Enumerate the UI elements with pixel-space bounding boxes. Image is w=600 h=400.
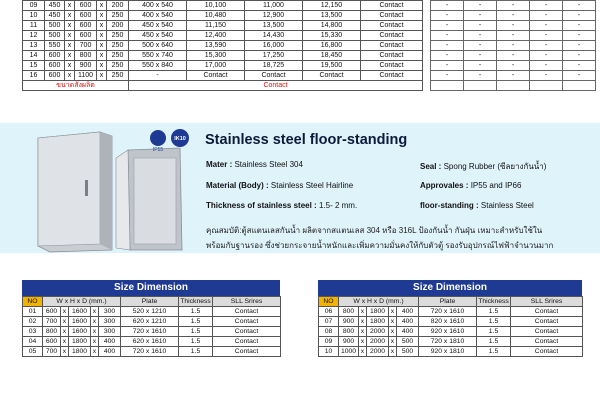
dash-cell: - (431, 31, 464, 41)
dash-cell: - (431, 61, 464, 71)
row-price-2: 14,430 (245, 31, 303, 41)
row-no: 05 (23, 347, 43, 357)
dash-cell: - (563, 21, 596, 31)
dash-cell (530, 81, 563, 91)
times-sign: x (91, 307, 99, 317)
row-depth: 400 (397, 317, 419, 327)
spec-approvals-value: IP55 and IP66 (470, 181, 522, 190)
row-price-1: 17,000 (187, 61, 245, 71)
dash-cell: - (497, 41, 530, 51)
times-sign: x (65, 41, 75, 51)
row-plate: 820 x 1610 (419, 317, 477, 327)
times-sign: x (91, 327, 99, 337)
row-no: 07 (319, 317, 339, 327)
row-width: 450 (45, 1, 65, 11)
row-depth: 400 (99, 347, 121, 357)
row-plate: 550 x 740 (129, 51, 187, 61)
row-price-4: Contact (361, 71, 423, 81)
times-sign: x (91, 347, 99, 357)
times-sign: x (97, 31, 107, 41)
dash-cell: - (563, 11, 596, 21)
row-price-3: 12,150 (303, 1, 361, 11)
row-depth: 250 (107, 71, 129, 81)
row-width: 800 (339, 327, 359, 337)
row-height: 600 (75, 11, 97, 21)
row-no: 04 (23, 337, 43, 347)
times-sign: x (61, 327, 69, 337)
row-height: 1800 (367, 317, 389, 327)
row-sll: Contact (511, 307, 583, 317)
times-sign: x (91, 317, 99, 327)
row-depth: 250 (107, 31, 129, 41)
row-width: 900 (339, 337, 359, 347)
table-row (431, 1, 596, 11)
row-sll: Contact (511, 317, 583, 327)
row-price-3: 13,500 (303, 11, 361, 21)
row-price-4: Contact (361, 21, 423, 31)
times-sign: x (61, 307, 69, 317)
row-plate: 500 x 640 (129, 41, 187, 51)
made-to-order-value: Contact (129, 81, 423, 91)
times-sign: x (65, 21, 75, 31)
row-thickness: 1.5 (477, 347, 511, 357)
times-sign: x (97, 21, 107, 31)
row-no: 13 (23, 41, 45, 51)
row-depth: 500 (397, 337, 419, 347)
row-price-2: Contact (245, 71, 303, 81)
times-sign: x (389, 307, 397, 317)
spec-material (206, 181, 353, 190)
spec-floor (420, 201, 534, 210)
row-price-3: 19,500 (303, 61, 361, 71)
row-plate: - (129, 71, 187, 81)
row-height: 1800 (69, 347, 91, 357)
row-no: 10 (23, 11, 45, 21)
times-sign: x (97, 51, 107, 61)
table-row (23, 317, 281, 327)
table-row (23, 307, 281, 317)
spec-seal (420, 160, 546, 173)
size-dimension-right (318, 280, 582, 357)
dash-cell: - (464, 1, 497, 11)
row-no: 09 (319, 337, 339, 347)
spec-mater-label: Mater : (206, 160, 233, 169)
row-depth: 250 (107, 51, 129, 61)
row-price-2: 11,000 (245, 1, 303, 11)
table-row (431, 21, 596, 31)
table-row (23, 327, 281, 337)
dash-cell: - (431, 1, 464, 11)
row-height: 1800 (367, 307, 389, 317)
dash-cell: - (464, 51, 497, 61)
row-width: 500 (45, 31, 65, 41)
row-width: 600 (45, 51, 65, 61)
table-row (23, 21, 423, 31)
row-price-1: 10,480 (187, 11, 245, 21)
row-price-2: 13,500 (245, 21, 303, 31)
row-sll: Contact (511, 337, 583, 347)
dash-cell: - (431, 41, 464, 51)
row-price-1: 15,300 (187, 51, 245, 61)
row-plate: 720 x 1610 (419, 307, 477, 317)
made-to-order-label: ขนาดสั่งผลิต (23, 81, 129, 91)
times-sign: x (97, 11, 107, 21)
row-plate: 400 x 540 (129, 11, 187, 21)
table-row (23, 1, 423, 11)
times-sign: x (97, 1, 107, 11)
row-width: 1000 (339, 347, 359, 357)
spec-floor-label: floor-standing : (420, 201, 479, 210)
row-plate: 450 x 540 (129, 31, 187, 41)
row-depth: 200 (107, 1, 129, 11)
col-whd: W x H x D (mm.) (43, 297, 121, 307)
dash-cell: - (464, 41, 497, 51)
dash-cell: - (497, 71, 530, 81)
dash-cell: - (497, 1, 530, 11)
row-width: 550 (45, 41, 65, 51)
dash-cell: - (431, 51, 464, 61)
dash-cell: - (530, 61, 563, 71)
row-sll: Contact (213, 347, 281, 357)
col-no: NO (23, 297, 43, 307)
col-thickness: Thickness (180, 297, 211, 305)
times-sign: x (389, 337, 397, 347)
dash-cell: - (530, 31, 563, 41)
row-price-1: Contact (187, 71, 245, 81)
row-plate: 720 x 1810 (419, 337, 477, 347)
row-plate: 720 x 1610 (121, 327, 179, 337)
times-sign: x (91, 337, 99, 347)
row-width: 700 (43, 317, 61, 327)
dash-cell: - (497, 21, 530, 31)
cabinet-illustration (30, 128, 195, 253)
row-width: 600 (45, 61, 65, 71)
row-height: 1100 (75, 71, 97, 81)
row-price-3: Contact (303, 71, 361, 81)
col-whd: W x H x D (mm.) (339, 297, 419, 307)
row-plate: 720 x 1610 (121, 347, 179, 357)
spec-material-value: Stainless Steel Hairline (270, 181, 354, 190)
row-sll: Contact (213, 307, 281, 317)
row-no: 16 (23, 71, 45, 81)
row-plate: 450 x 540 (129, 21, 187, 31)
table-row (431, 51, 596, 61)
spec-seal-value: Spong Rubber (ซีลยางกันน้ำ) (443, 162, 547, 171)
row-plate: 400 x 540 (129, 1, 187, 11)
row-depth: 400 (397, 307, 419, 317)
row-price-4: Contact (361, 31, 423, 41)
row-depth: 300 (99, 307, 121, 317)
row-sll: Contact (213, 337, 281, 347)
dash-cell: - (563, 41, 596, 51)
dash-cell: - (563, 61, 596, 71)
row-no: 11 (23, 21, 45, 31)
dash-cell: - (563, 1, 596, 11)
row-price-2: 17,250 (245, 51, 303, 61)
col-sll: SLL Srires (511, 297, 583, 307)
row-no: 02 (23, 317, 43, 327)
row-depth: 300 (99, 317, 121, 327)
table-row (23, 61, 423, 71)
row-thickness: 1.5 (477, 327, 511, 337)
row-height: 600 (75, 31, 97, 41)
dash-cell: - (497, 11, 530, 21)
row-plate: 520 x 1210 (121, 307, 179, 317)
price-table (22, 0, 423, 91)
row-height: 1600 (69, 317, 91, 327)
table-row (23, 51, 423, 61)
row-plate: 920 x 1810 (419, 347, 477, 357)
spec-approvals (420, 181, 521, 190)
row-price-3: 18,450 (303, 51, 361, 61)
row-price-1: 10,100 (187, 1, 245, 11)
table-row (431, 41, 596, 51)
times-sign: x (61, 337, 69, 347)
row-depth: 300 (99, 327, 121, 337)
row-price-1: 13,590 (187, 41, 245, 51)
row-width: 700 (43, 347, 61, 357)
row-price-2: 12,900 (245, 11, 303, 21)
dash-cell (563, 81, 596, 91)
row-price-4: Contact (361, 11, 423, 21)
size-dimension-right-title: Size Dimension (318, 280, 582, 296)
col-sll: SLL Srires (213, 297, 281, 307)
row-height: 2000 (367, 347, 389, 357)
row-price-3: 14,800 (303, 21, 361, 31)
table-row (23, 347, 281, 357)
row-width: 450 (45, 11, 65, 21)
table-row (319, 327, 583, 337)
times-sign: x (65, 61, 75, 71)
dash-cell: - (497, 31, 530, 41)
dash-cell: - (464, 31, 497, 41)
row-price-2: 18,725 (245, 61, 303, 71)
times-sign: x (97, 61, 107, 71)
row-price-1: 12,400 (187, 31, 245, 41)
row-width: 800 (43, 327, 61, 337)
row-sll: Contact (511, 327, 583, 337)
row-height: 1600 (69, 307, 91, 317)
row-price-4: Contact (361, 51, 423, 61)
dash-cell: - (530, 41, 563, 51)
col-thickness: Thickness (478, 297, 509, 305)
times-sign: x (389, 347, 397, 357)
row-thickness: 1.5 (179, 327, 213, 337)
times-sign: x (65, 1, 75, 11)
table-row (319, 307, 583, 317)
row-height: 600 (75, 1, 97, 11)
table-row (23, 11, 423, 21)
times-sign: x (359, 337, 367, 347)
product-description-line1: คุณสมบัติ:ตู้สแตนเลสกันน้ำ ผลิตจากสแตนเลส 304 หรือ 316L ป้องกันน้ำ กันฝุ่น เหมาะสำหรับใช้ใน (206, 226, 543, 235)
row-height: 900 (75, 61, 97, 71)
row-depth: 250 (107, 61, 129, 71)
ip55-badge-icon (150, 130, 166, 146)
table-row (23, 71, 423, 81)
row-no: 08 (319, 327, 339, 337)
row-depth: 250 (107, 11, 129, 21)
row-no: 01 (23, 307, 43, 317)
table-row (23, 31, 423, 41)
product-description-line2: พร้อมกับฐานรอง ซึ่งช่วยกระจายน้ำหนักและเพิ่มความมั่นคงให้กับตัวตู้ รองรับอุปกรณ์ไฟฟ้าจำนวนมาก (206, 241, 554, 250)
spec-approvals-label: Approvales : (420, 181, 469, 190)
table-footer-row (23, 81, 423, 91)
row-height: 700 (75, 41, 97, 51)
row-plate: 550 x 840 (129, 61, 187, 71)
times-sign: x (65, 71, 75, 81)
row-plate: 920 x 1610 (419, 327, 477, 337)
times-sign: x (389, 327, 397, 337)
table-row (431, 71, 596, 81)
times-sign: x (97, 71, 107, 81)
row-width: 600 (43, 337, 61, 347)
row-sll: Contact (511, 347, 583, 357)
dash-cell: - (530, 51, 563, 61)
spec-floor-value: Stainless Steel (480, 201, 534, 210)
spec-seal-label: Seal : (420, 162, 442, 171)
spec-thickness-value: 1.5- 2 mm. (318, 201, 358, 210)
row-height: 1800 (69, 337, 91, 347)
row-depth: 200 (107, 21, 129, 31)
dash-cell: - (497, 61, 530, 71)
table-row (319, 317, 583, 327)
row-height: 800 (75, 51, 97, 61)
row-sll: Contact (213, 317, 281, 327)
dash-cell: - (530, 11, 563, 21)
spec-mater (206, 160, 303, 169)
dash-cell (497, 81, 530, 91)
table-row (23, 41, 423, 51)
row-no: 09 (23, 1, 45, 11)
table-row (319, 347, 583, 357)
row-depth: 250 (107, 41, 129, 51)
spec-material-label: Material (Body) : (206, 181, 269, 190)
dash-cell: - (431, 11, 464, 21)
table-row (23, 337, 281, 347)
row-price-4: Contact (361, 41, 423, 51)
table-row (319, 337, 583, 347)
dash-cell: - (530, 71, 563, 81)
row-price-3: 16,800 (303, 41, 361, 51)
price-table-right (430, 0, 596, 91)
row-depth: 400 (99, 337, 121, 347)
times-sign: x (359, 347, 367, 357)
dash-cell: - (530, 21, 563, 31)
row-width: 600 (43, 307, 61, 317)
row-price-4: Contact (361, 61, 423, 71)
row-height: 1600 (69, 327, 91, 337)
times-sign: x (97, 41, 107, 51)
spec-thickness (206, 201, 357, 210)
times-sign: x (359, 327, 367, 337)
times-sign: x (359, 307, 367, 317)
dash-cell: - (464, 61, 497, 71)
size-table-left (22, 296, 281, 357)
times-sign: x (61, 317, 69, 327)
dash-cell: - (431, 71, 464, 81)
row-plate: 620 x 1610 (121, 337, 179, 347)
dash-cell: - (497, 51, 530, 61)
table-row (431, 31, 596, 41)
row-width: 900 (339, 317, 359, 327)
times-sign: x (359, 317, 367, 327)
ip55-badge-text: IP55 (152, 147, 164, 153)
times-sign: x (61, 347, 69, 357)
row-thickness: 1.5 (477, 337, 511, 347)
row-depth: 500 (397, 347, 419, 357)
spec-thickness-label: Thickness of stainless steel : (206, 201, 317, 210)
row-sll: Contact (213, 327, 281, 337)
row-price-2: 16,000 (245, 41, 303, 51)
row-width: 500 (45, 21, 65, 31)
col-plate: Plate (419, 297, 477, 307)
times-sign: x (65, 51, 75, 61)
size-table-right (318, 296, 583, 357)
row-thickness: 1.5 (179, 307, 213, 317)
row-no: 14 (23, 51, 45, 61)
size-dimension-left-title: Size Dimension (22, 280, 280, 296)
dash-cell: - (563, 71, 596, 81)
dash-cell: - (431, 21, 464, 31)
row-height: 600 (75, 21, 97, 31)
row-thickness: 1.5 (179, 347, 213, 357)
row-height: 2000 (367, 327, 389, 337)
times-sign: x (389, 317, 397, 327)
row-price-4: Contact (361, 1, 423, 11)
row-no: 10 (319, 347, 339, 357)
row-thickness: 1.5 (477, 317, 511, 327)
dash-cell: - (563, 51, 596, 61)
times-sign: x (65, 11, 75, 21)
row-no: 12 (23, 31, 45, 41)
row-plate: 620 x 1210 (121, 317, 179, 327)
dash-cell: - (464, 21, 497, 31)
table-row (431, 81, 596, 91)
ik10-badge-text: IK10 (174, 136, 186, 142)
dash-cell: - (464, 71, 497, 81)
table-row (431, 61, 596, 71)
row-price-1: 11,150 (187, 21, 245, 31)
dash-cell: - (530, 1, 563, 11)
table-row (431, 11, 596, 21)
row-width: 800 (339, 307, 359, 317)
row-no: 06 (319, 307, 339, 317)
times-sign: x (65, 31, 75, 41)
row-no: 15 (23, 61, 45, 71)
dash-cell (431, 81, 464, 91)
dash-cell: - (563, 31, 596, 41)
row-height: 2000 (367, 337, 389, 347)
row-thickness: 1.5 (477, 307, 511, 317)
col-no: NO (319, 297, 339, 307)
col-plate: Plate (121, 297, 179, 307)
row-price-3: 15,330 (303, 31, 361, 41)
row-width: 600 (45, 71, 65, 81)
spec-mater-value: Stainless Steel 304 (234, 160, 303, 169)
row-thickness: 1.5 (179, 317, 213, 327)
dash-cell (464, 81, 497, 91)
size-dimension-left (22, 280, 280, 357)
product-title: Stainless steel floor-standing (205, 132, 408, 148)
row-depth: 400 (397, 327, 419, 337)
row-no: 03 (23, 327, 43, 337)
dash-cell: - (464, 11, 497, 21)
row-thickness: 1.5 (179, 337, 213, 347)
